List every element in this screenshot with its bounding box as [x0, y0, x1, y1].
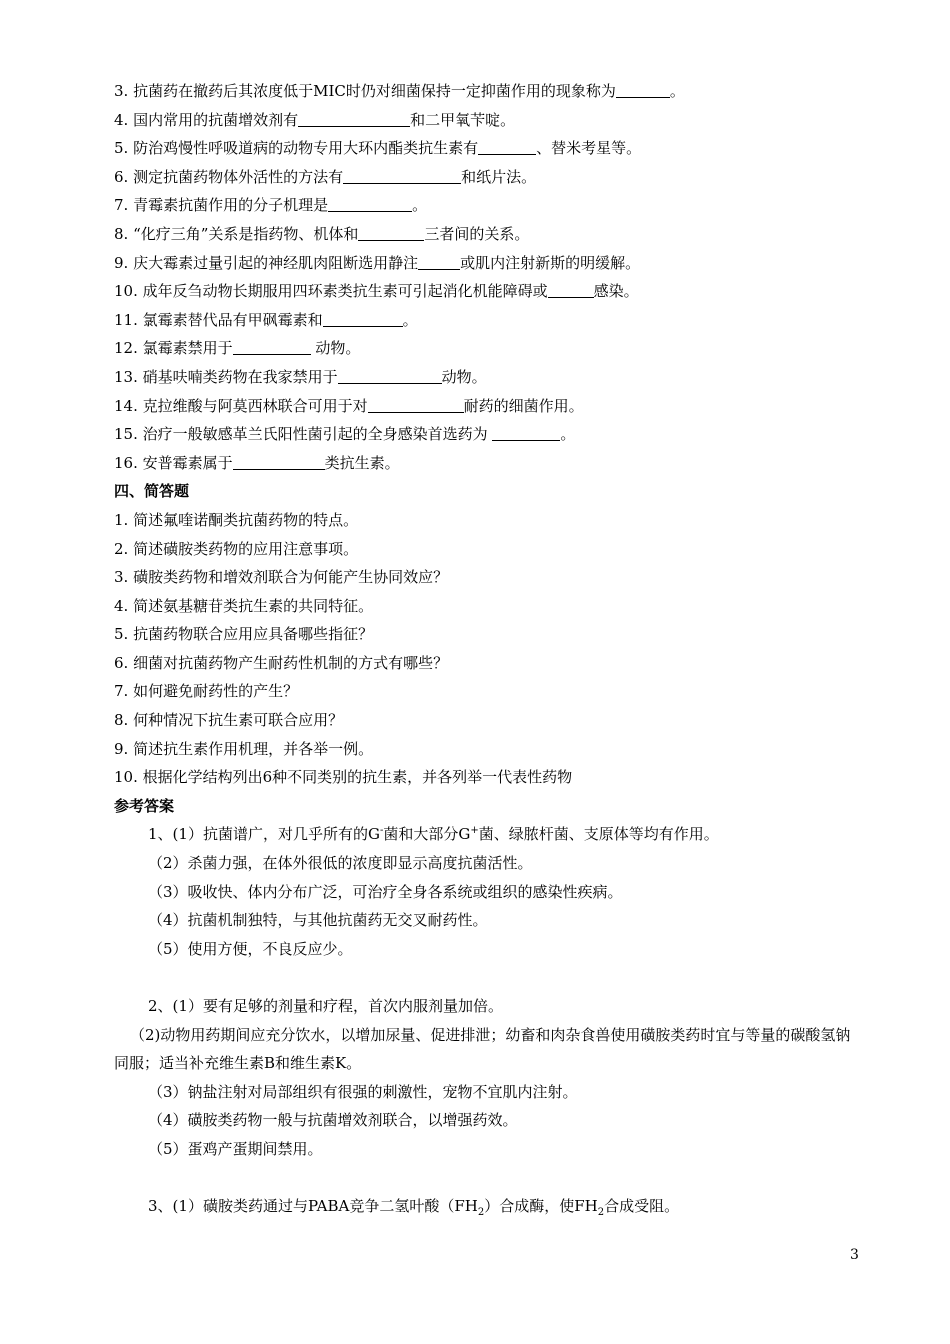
page-number: 3	[850, 1247, 859, 1263]
answers-heading: 参考答案	[114, 796, 175, 815]
section-heading-short-answer: 四、简答题	[114, 482, 190, 501]
question-text-end: 。	[560, 425, 576, 444]
fill-in-question	[114, 449, 862, 478]
answer-blank	[233, 338, 311, 355]
fill-in-question	[114, 363, 862, 392]
question-text: 13. 硝基呋喃类药物在我家禁用于	[114, 367, 338, 386]
question-text: 7. 青霉素抗菌作用的分子机理是	[114, 196, 329, 215]
answer-2-item-2: （2)动物用药期间应充分饮水，以增加尿量、促进排泄；幼畜和肉杂食兽使用磺胺类药时宜与等量的碳酸氢钠同服；适当补充维生素B和维生素K。	[114, 1025, 851, 1073]
question-text: 3. 抗菌药在撤药后其浓度低于MIC时仍对细菌保持一定抑菌作用的现象称为	[114, 82, 616, 100]
question-text-end: 、替米考星等。	[536, 139, 642, 158]
spacer	[114, 963, 862, 992]
page-content	[114, 77, 862, 1221]
fill-in-question	[114, 106, 862, 135]
answer-1-item: （2）杀菌力强，在体外很低的浓度即显示高度抗菌活性。	[148, 854, 533, 873]
answer-2-item: （3）钠盐注射对局部组织有很强的刺激性，宠物不宜肌内注射。	[148, 1082, 578, 1101]
answer-blank	[323, 310, 403, 327]
fill-in-question	[114, 277, 862, 306]
answer-blank	[298, 110, 410, 127]
question-text-end: 动物。	[441, 367, 487, 386]
question-text: 4. 国内常用的抗菌增效剂有	[114, 110, 299, 129]
short-answer-questions	[114, 506, 862, 792]
fill-in-question	[114, 191, 862, 220]
answer-blank	[328, 195, 412, 212]
question-text: 5. 防治鸡慢性呼吸道病的动物专用大环内酯类抗生素有	[114, 139, 479, 158]
answer-1-item: （5）使用方便，不良反应少。	[148, 939, 353, 958]
question-text: 9. 庆大霉素过量引起的神经肌肉阻断选用静注	[114, 253, 419, 272]
question-text-end: 耐药的细菌作用。	[463, 396, 584, 415]
answer-1-item: （4）抗菌机制独特，与其他抗菌药无交叉耐药性。	[148, 911, 488, 930]
answer-blank	[492, 424, 560, 441]
question-text-end: 类抗生素。	[324, 453, 400, 472]
question-text: 12. 氯霉素禁用于	[114, 339, 233, 358]
answer-blank	[616, 81, 670, 98]
question-text-end: 。	[669, 82, 685, 100]
answer-2-line-1: 2、(1）要有足够的剂量和疗程，首次内服剂量加倍。	[148, 997, 503, 1015]
question-text-end: 。	[412, 196, 428, 215]
answer-2-item: （4）磺胺类药物一般与抗菌增效剂联合，以增强药效。	[148, 1111, 518, 1130]
fill-in-question	[114, 220, 862, 249]
fill-in-question	[114, 163, 862, 192]
answer-blank	[548, 281, 594, 298]
short-answer-question: 9. 简述抗生素作用机理，并各举一例。	[114, 739, 374, 758]
question-text: 8. “化疗三角”关系是指药物、机体和	[114, 224, 359, 243]
answer-blank	[368, 396, 464, 413]
question-text-end: 和纸片法。	[461, 167, 537, 186]
answer-blank	[343, 167, 461, 184]
short-answer-question: 1. 简述氟喹诺酮类抗菌药物的特点。	[114, 510, 359, 529]
question-text-end: 和二甲氧苄啶。	[410, 110, 516, 129]
fill-in-question	[114, 249, 862, 278]
fill-in-questions	[114, 77, 862, 477]
question-text-end: 或肌内注射新斯的明缓解。	[460, 253, 641, 272]
question-text: 11. 氯霉素替代品有甲砜霉素和	[114, 310, 323, 329]
answer-1-item: （3）吸收快、体内分布广泛，可治疗全身各系统或组织的感染性疾病。	[148, 882, 623, 901]
answer-1-line-1: 1、(1）抗菌谱广，对几乎所有的G-菌和大部分G+菌、绿脓杆菌、支原体等均有作用。	[148, 825, 719, 844]
answer-2-item: （5）蛋鸡产蛋期间禁用。	[148, 1139, 323, 1158]
short-answer-question: 10. 根据化学结构列出6种不同类别的抗生素，并各列举一代表性药物	[114, 768, 573, 787]
answer-blank	[418, 253, 460, 270]
short-answer-question: 8. 何种情况下抗生素可联合应用？	[114, 711, 344, 730]
question-text-end: 三者间的关系。	[424, 224, 530, 243]
short-answer-question: 7. 如何避免耐药性的产生？	[114, 682, 299, 701]
fill-in-question	[114, 306, 862, 335]
short-answer-question: 4. 简述氨基糖苷类抗生素的共同特征。	[114, 596, 374, 615]
short-answer-question: 5. 抗菌药物联合应用应具备哪些指征？	[114, 625, 374, 644]
answer-3-line-1: 3、(1）磺胺类药通过与PABA竞争二氢叶酸$(FH_2)$合成酶，使$FH_2$合成受阻。	[148, 1197, 680, 1219]
question-text-end: 动物。	[310, 339, 361, 358]
question-text: 10. 成年反刍动物长期服用四环素类抗生素可引起消化机能障碍或	[114, 282, 548, 301]
fill-in-question	[114, 420, 862, 449]
question-text: 6. 测定抗菌药物体外活性的方法有	[114, 167, 344, 186]
answer-blank	[233, 453, 325, 470]
answer-blank	[478, 138, 536, 155]
fill-in-question	[114, 134, 862, 163]
answer-blank	[338, 367, 442, 384]
fill-in-question	[114, 77, 862, 106]
short-answer-question: 2. 简述磺胺类药物的应用注意事项。	[114, 539, 359, 558]
question-text: 14. 克拉维酸与阿莫西林联合可用于对	[114, 396, 368, 415]
answer-blank	[358, 224, 424, 241]
question-text-end: 。	[402, 310, 418, 329]
spacer	[114, 1164, 862, 1193]
short-answer-question: 6. 细菌对抗菌药物产生耐药性机制的方式有哪些？	[114, 653, 449, 672]
question-text: 15. 治疗一般敏感革兰氏阳性菌引起的全身感染首选药为	[114, 425, 493, 444]
fill-in-question	[114, 392, 862, 421]
short-answer-question: 3. 磺胺类药物和增效剂联合为何能产生协同效应？	[114, 568, 449, 587]
fill-in-question	[114, 334, 862, 363]
question-text-end: 感染。	[593, 282, 639, 301]
question-text: 16. 安普霉素属于	[114, 453, 233, 472]
